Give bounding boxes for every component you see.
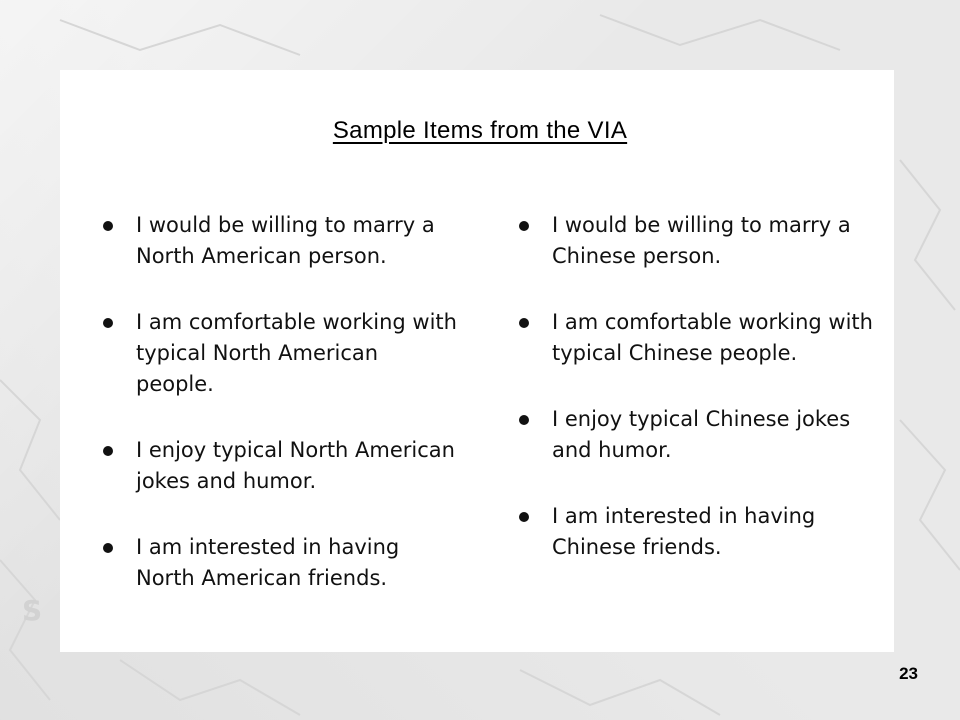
list-item	[100, 435, 460, 497]
list-item	[516, 210, 876, 272]
item-text: I enjoy typical North American jokes and humor.	[136, 438, 455, 493]
decorative-glyph: S	[22, 594, 43, 627]
list-item	[516, 307, 876, 369]
item-text: I would be willing to marry a Chinese person.	[552, 213, 851, 268]
list-item	[516, 501, 876, 563]
list-item	[516, 404, 876, 466]
bullet-icon	[519, 318, 529, 328]
bullet-icon	[103, 446, 113, 456]
list-item	[100, 210, 460, 272]
list-item	[100, 307, 460, 400]
item-text: I would be willing to marry a North American person.	[136, 213, 435, 268]
page-number: 23	[899, 664, 918, 683]
item-text: I am comfortable working with typical North American people.	[136, 310, 457, 396]
item-text: I enjoy typical Chinese jokes and humor.	[552, 407, 851, 462]
north-american-items-list	[100, 210, 460, 629]
item-text: I am interested in having North American friends.	[136, 535, 400, 590]
slide-title: Sample Items from the VIA	[332, 117, 628, 144]
bullet-icon	[519, 512, 529, 522]
list-item	[100, 532, 460, 594]
bullet-icon	[103, 221, 113, 231]
bullet-icon	[103, 543, 113, 553]
bullet-icon	[519, 415, 529, 425]
chinese-items-list	[516, 210, 876, 598]
bullet-icon	[103, 318, 113, 328]
bullet-icon	[519, 221, 529, 231]
item-text: I am interested in having Chinese friends.	[552, 504, 816, 559]
item-text: I am comfortable working with typical Chinese people.	[552, 310, 873, 365]
